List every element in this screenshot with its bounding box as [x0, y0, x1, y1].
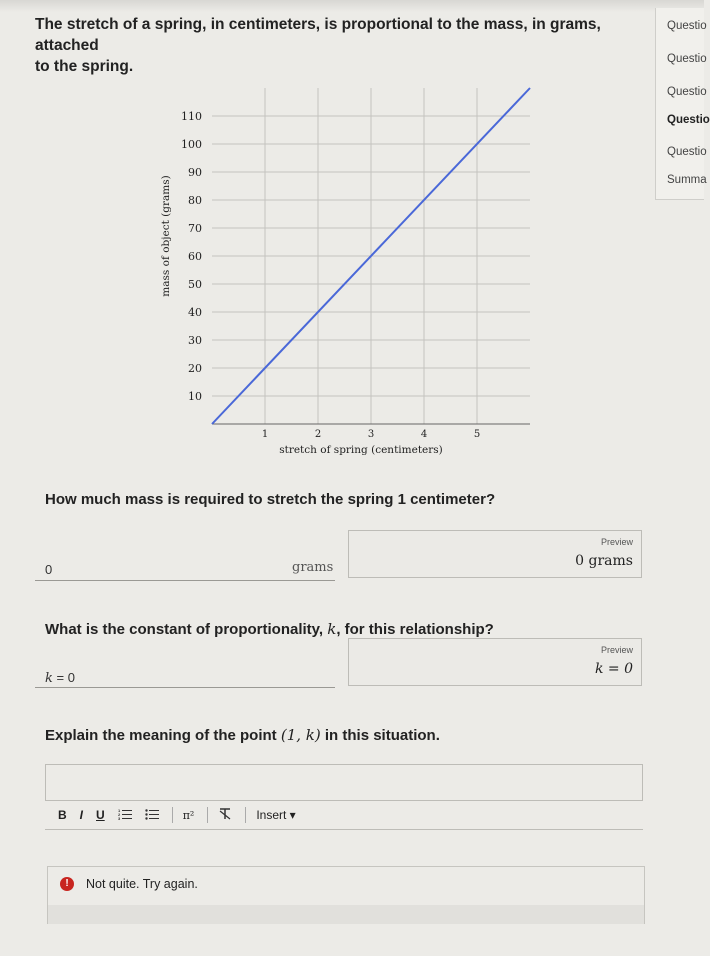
y-tick-label: 100 [181, 138, 202, 151]
feedback-input-area[interactable] [48, 905, 644, 924]
nav-item-2[interactable]: Questio [667, 53, 707, 65]
bold-button[interactable]: B [58, 808, 67, 822]
q3-text-before: Explain the meaning of the point [45, 727, 281, 744]
q3-answer-editor[interactable] [45, 765, 643, 801]
y-tick-label: 90 [188, 166, 202, 179]
y-tick-label: 50 [188, 278, 202, 291]
q3-point: (1, k) [280, 726, 321, 744]
q1-preview-box [348, 530, 642, 578]
x-tick-label: 5 [473, 429, 481, 440]
y-tick-label: 40 [188, 306, 202, 319]
editor-toolbar [58, 806, 309, 824]
y-tick-label: 80 [188, 194, 202, 207]
x-tick-label: 2 [314, 429, 322, 440]
nav-item-4[interactable]: Questio [667, 114, 710, 126]
numbered-list-icon[interactable] [118, 808, 132, 823]
feedback-message: Not quite. Try again. [86, 877, 198, 891]
y-tick-label: 70 [188, 222, 202, 235]
q3-text-after: in this situation. [320, 727, 440, 744]
q1-answer-underline [35, 580, 335, 581]
q2-answer-input[interactable] [45, 670, 75, 686]
q2-answer-var: k [45, 671, 53, 686]
q2-answer-underline [35, 687, 335, 688]
toolbar-divider [207, 807, 208, 823]
spring-graph [150, 62, 545, 462]
nav-item-5[interactable]: Questio [667, 146, 707, 158]
toolbar-bottom-border [45, 829, 643, 830]
q2-preview-value: k = 0 [594, 661, 633, 677]
x-axis-label: stretch of spring (centimeters) [279, 444, 443, 456]
underline-button[interactable]: U [96, 808, 105, 822]
question-2-text [45, 620, 494, 638]
q1-preview-label: Preview [600, 537, 633, 547]
nav-item-1[interactable]: Questio [667, 20, 707, 32]
y-axis-label: mass of object (grams) [160, 175, 172, 297]
question-1-text: How much mass is required to stretch the spring 1 centimeter? [45, 491, 496, 508]
toolbar-divider [245, 807, 246, 823]
q1-preview-value: 0 grams [575, 553, 633, 569]
nav-item-6[interactable]: Summa [667, 174, 707, 186]
svg-text:1: 1 [117, 807, 120, 813]
toolbar-divider [172, 807, 173, 823]
x-tick-label: 3 [367, 429, 375, 440]
q2-text-before: What is the constant of proportionality, [45, 621, 328, 638]
problem-line-2: to the spring. [35, 58, 134, 75]
nav-item-3[interactable]: Questio [667, 86, 707, 98]
q2-answer-value: 0 [67, 670, 75, 685]
y-tick-label: 110 [181, 110, 202, 123]
x-tick-label: 1 [261, 429, 269, 440]
question-3-text [45, 726, 440, 744]
q2-text-after: , for this relationship? [336, 621, 494, 638]
clear-format-icon[interactable] [218, 808, 232, 823]
x-tick-label: 4 [420, 429, 428, 440]
q2-var-k: k [327, 620, 337, 638]
svg-text:3: 3 [117, 815, 120, 821]
alert-icon: ! [60, 877, 74, 891]
insert-dropdown[interactable]: Insert ▾ [256, 808, 296, 822]
problem-line-1: The stretch of a spring, in centimeters, is proportional to the mass, in grams, attached [35, 16, 601, 54]
svg-text:2: 2 [117, 811, 120, 817]
y-tick-label: 30 [188, 334, 202, 347]
y-tick-label: 10 [188, 390, 202, 403]
q2-preview-label: Preview [600, 645, 633, 655]
italic-button[interactable]: I [79, 808, 84, 822]
q1-unit-label: grams [292, 560, 334, 575]
q2-answer-eq: = [52, 670, 68, 685]
math-pi-button[interactable]: π² [182, 808, 195, 822]
bullet-list-icon[interactable] [145, 808, 159, 823]
feedback-box [47, 866, 645, 924]
y-tick-label: 20 [188, 362, 202, 375]
q1-answer-input[interactable]: 0 [45, 562, 53, 577]
y-tick-label: 60 [188, 250, 202, 263]
question-nav [655, 8, 710, 200]
q2-preview-box [348, 638, 642, 686]
